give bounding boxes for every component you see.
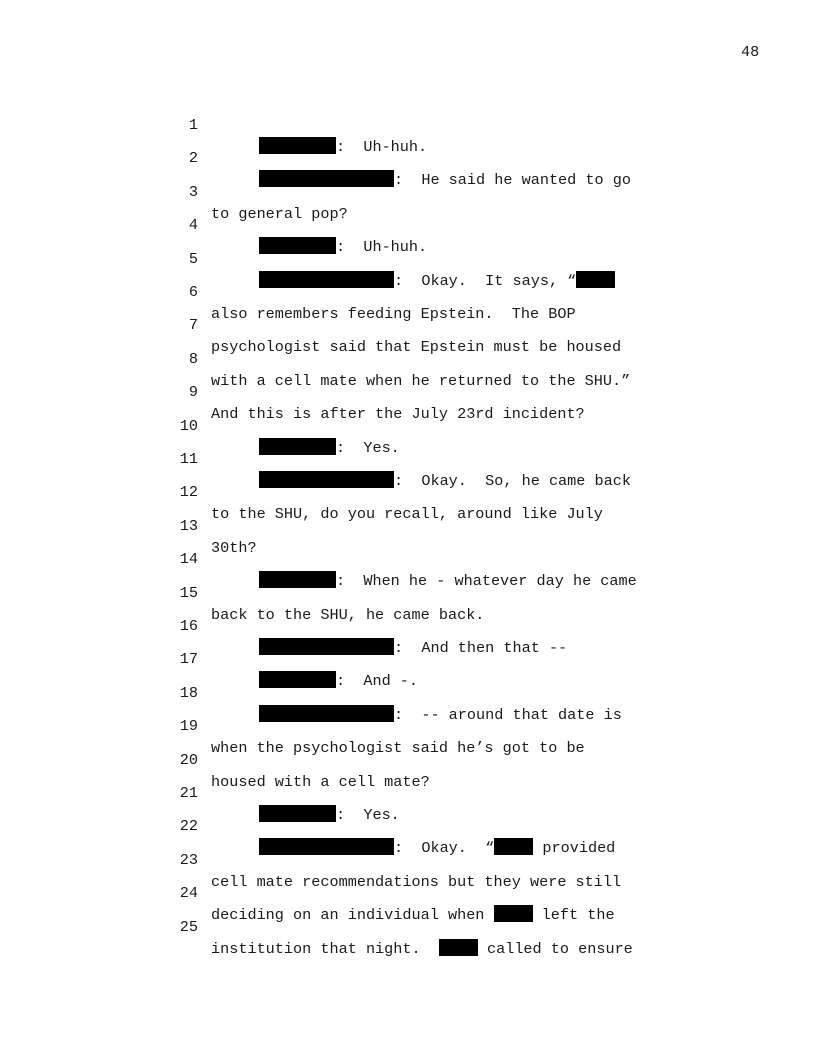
line-number: 10 bbox=[179, 416, 198, 435]
transcript-line bbox=[0, 793, 816, 858]
line-number: 20 bbox=[179, 750, 198, 769]
line-text: psychologist said that Epstein must be housed bbox=[211, 338, 622, 357]
line-number: 17 bbox=[179, 650, 198, 669]
transcript-line bbox=[0, 459, 816, 524]
transcript-line bbox=[0, 593, 816, 657]
line-number: 2 bbox=[188, 149, 198, 168]
transcript-line bbox=[0, 727, 816, 791]
line-number: 5 bbox=[188, 249, 198, 268]
line-text: : Okay. It says, “ bbox=[394, 271, 577, 290]
transcript-line bbox=[0, 125, 816, 190]
line-text: : Uh-huh. bbox=[336, 238, 428, 257]
line-number: 4 bbox=[188, 216, 198, 235]
line-text: : Okay. “ bbox=[394, 839, 495, 858]
line-number: 16 bbox=[179, 617, 198, 635]
transcript-line bbox=[0, 827, 816, 891]
line-number: 19 bbox=[179, 717, 198, 736]
line-text: housed with a cell mate? bbox=[211, 772, 430, 791]
transcript-line bbox=[0, 326, 816, 390]
line-text: : And then that -- bbox=[394, 639, 568, 657]
line-text: : Yes. bbox=[336, 438, 400, 457]
line-number: 7 bbox=[188, 316, 198, 335]
transcript-line bbox=[0, 693, 816, 758]
line-text-continued: left the bbox=[532, 906, 615, 925]
line-text: back to the SHU, he came back. bbox=[211, 605, 485, 624]
transcript-line bbox=[0, 92, 816, 156]
line-text: : When he - whatever day he came bbox=[336, 572, 637, 591]
transcript-line bbox=[0, 560, 816, 624]
line-number: 1 bbox=[188, 116, 198, 134]
line-number: 23 bbox=[179, 850, 198, 869]
line-text-continued: provided bbox=[533, 839, 616, 858]
line-number: 14 bbox=[179, 550, 198, 569]
line-text: cell mate recommendations but they were still bbox=[211, 872, 622, 891]
transcript-line bbox=[0, 660, 816, 724]
line-text: 30th? bbox=[211, 538, 257, 557]
line-text: also remembers feeding Epstein. The BOP bbox=[211, 305, 576, 323]
transcript-line bbox=[0, 526, 816, 591]
line-number: 9 bbox=[188, 383, 198, 402]
line-text: with a cell mate when he returned to the SHU.” bbox=[211, 371, 631, 390]
line-number: 25 bbox=[179, 917, 198, 936]
transcript-line bbox=[0, 860, 816, 925]
line-text: : Okay. So, he came back bbox=[394, 472, 631, 490]
line-text: : He said he wanted to go bbox=[394, 171, 631, 190]
line-text: : -- around that date is bbox=[394, 705, 622, 724]
transcript-line bbox=[0, 626, 816, 691]
line-text: : Uh-huh. bbox=[336, 138, 428, 156]
line-number: 24 bbox=[179, 884, 198, 903]
line-text: to general pop? bbox=[211, 204, 348, 223]
transcript-line bbox=[0, 192, 816, 257]
transcript-line bbox=[0, 159, 816, 223]
transcript-line bbox=[0, 359, 816, 424]
page-number: 48 bbox=[741, 43, 760, 61]
line-text: : Yes. bbox=[336, 806, 400, 824]
transcript-line bbox=[0, 760, 816, 824]
line-number: 8 bbox=[188, 349, 198, 368]
line-text-continued: called to ensure bbox=[477, 939, 633, 958]
line-text: deciding on an individual when bbox=[211, 906, 494, 925]
line-text: when the psychologist said he’s got to be bbox=[211, 739, 585, 758]
line-text: : And -. bbox=[336, 672, 419, 691]
transcript-line bbox=[0, 226, 816, 290]
redacted-name bbox=[439, 939, 478, 956]
line-number: 6 bbox=[188, 283, 198, 301]
line-number: 15 bbox=[179, 583, 198, 602]
line-text: institution that night. bbox=[211, 939, 439, 958]
transcript-line bbox=[0, 292, 816, 357]
transcript-line bbox=[0, 426, 816, 490]
line-number: 18 bbox=[179, 683, 198, 702]
line-text: And this is after the July 23rd incident? bbox=[211, 405, 585, 424]
transcript-line bbox=[0, 259, 816, 323]
line-number: 13 bbox=[179, 516, 198, 535]
transcript-line bbox=[0, 493, 816, 557]
transcript-line bbox=[0, 393, 816, 457]
line-text: to the SHU, do you recall, around like July bbox=[211, 505, 603, 524]
transcript-line bbox=[0, 894, 816, 958]
line-number: 22 bbox=[179, 817, 198, 836]
line-number: 12 bbox=[179, 483, 198, 502]
line-number: 3 bbox=[188, 182, 198, 201]
line-number: 11 bbox=[179, 450, 198, 468]
line-number: 21 bbox=[179, 784, 198, 802]
